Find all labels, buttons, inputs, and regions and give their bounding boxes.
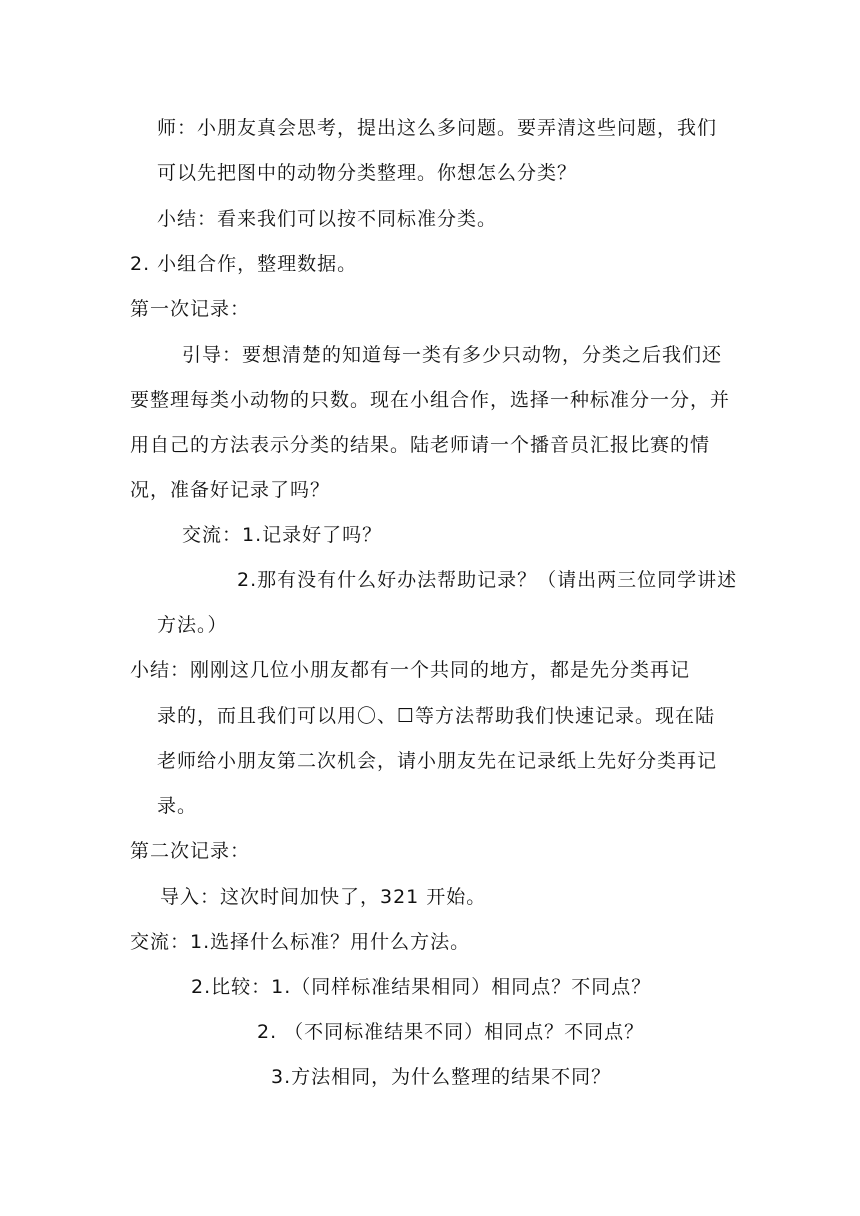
paragraph-line: 2. 小组合作，整理数据。 (130, 253, 358, 275)
paragraph-line: 况，准备好记录了吗？ (130, 479, 331, 501)
paragraph-line: 录。 (157, 795, 198, 817)
paragraph-line: 方法。） (157, 614, 228, 636)
paragraph-line: 要整理每类小动物的只数。现在小组合作，选择一种标准分一分，并 (130, 389, 731, 411)
paragraph-line: 可以先把图中的动物分类整理。你想怎么分类？ (157, 162, 578, 184)
paragraph-line: 老师给小朋友第二次机会，请小朋友先在记录纸上先好分类再记 (157, 750, 718, 772)
paragraph-line: 小结：看来我们可以按不同标准分类。 (157, 208, 498, 230)
paragraph-line: 师：小朋友真会思考，提出这么多问题。要弄清这些问题，我们 (157, 117, 718, 139)
paragraph-line: 第一次记录： (130, 298, 251, 320)
paragraph-line: 小结：刚刚这几位小朋友都有一个共同的地方，都是先分类再记 (130, 659, 691, 681)
paragraph-line: 3.方法相同，为什么整理的结果不同？ (271, 1066, 612, 1088)
paragraph-line: 交流：1.记录好了吗？ (182, 524, 383, 546)
paragraph-line: 2. （不同标准结果不同）相同点？不同点？ (257, 1021, 645, 1043)
paragraph-line: 导入：这次时间加快了，321 开始。 (160, 886, 487, 908)
paragraph-line: 第二次记录： (130, 840, 251, 862)
paragraph-line: 交流：1.选择什么标准？用什么方法。 (130, 931, 471, 953)
paragraph-line: 2.那有没有什么好办法帮助记录？（请出两三位同学讲述 (237, 569, 738, 591)
paragraph-line: 2.比较：1.（同样标准结果相同）相同点？不同点？ (191, 976, 652, 998)
paragraph-line: 引导：要想清楚的知道每一类有多少只动物，分类之后我们还 (182, 344, 723, 366)
paragraph-line: 用自己的方法表示分类的结果。陆老师请一个播音员汇报比赛的情 (130, 434, 711, 456)
paragraph-line: 录的，而且我们可以用〇、☐等方法帮助我们快速记录。现在陆 (157, 705, 716, 727)
